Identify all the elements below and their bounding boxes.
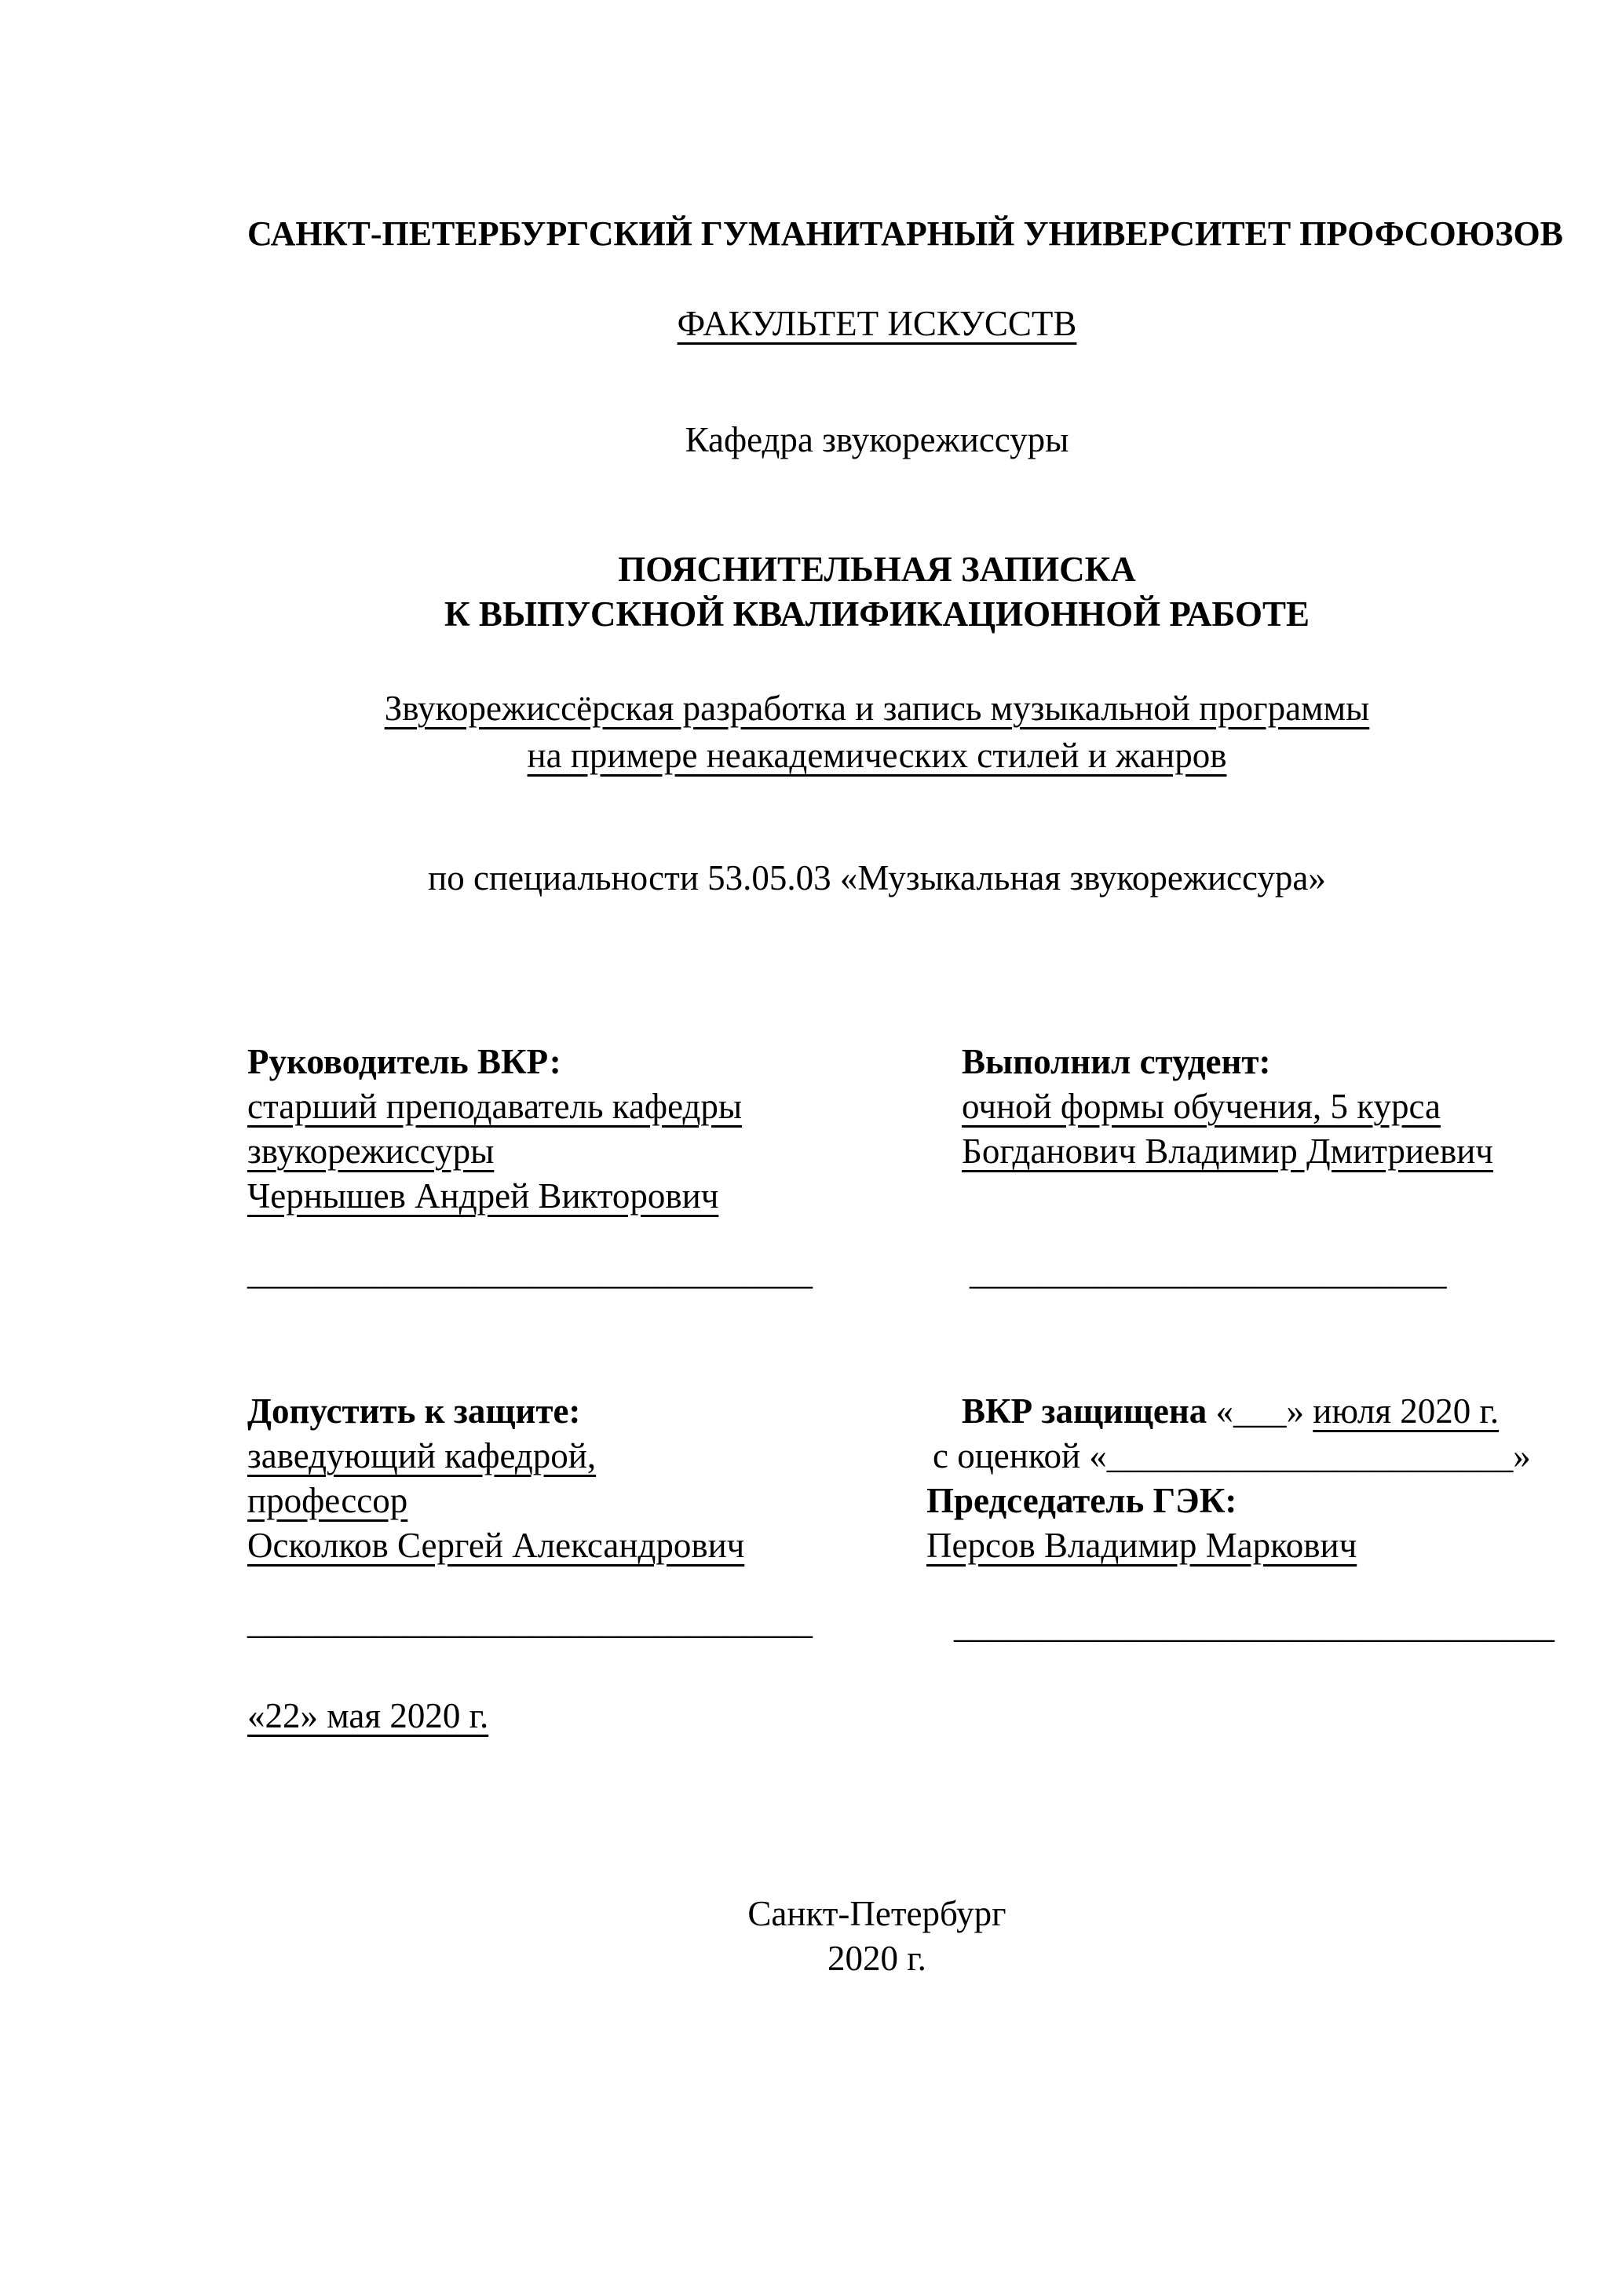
student-block <box>962 1040 1622 1174</box>
supervisor-block <box>247 1040 938 1219</box>
student-info <box>962 1084 1622 1129</box>
thesis-theme-line-2 <box>247 732 1507 779</box>
defense-block <box>926 1389 1622 1568</box>
admission-block <box>247 1389 938 1568</box>
supervisor-position-line-2-text: звукорежиссуры <box>247 1132 495 1171</box>
thesis-theme-line-2-text: на примере неакадемических стилей и жанров <box>527 736 1227 775</box>
admission-label: Допустить к защите: <box>247 1391 581 1431</box>
admission-date-text: «22» мая 2020 г. <box>247 1696 489 1735</box>
supervisor-position-line-2 <box>247 1129 938 1174</box>
student-name-text: Богданович Владимир Дмитриевич <box>962 1132 1493 1171</box>
admission-name-text: Осколков Сергей Александрович <box>247 1526 745 1565</box>
defense-defended-day-blank: «___» <box>1207 1391 1313 1431</box>
specialty-line: по специальности 53.05.03 «Музыкальная звукорежиссура» <box>428 858 1326 898</box>
defense-grade-prefix: с оценкой « <box>933 1436 1107 1475</box>
defense-defended-date: июля 2020 г. <box>1313 1391 1500 1431</box>
supervisor-position-line-1 <box>247 1084 938 1129</box>
doc-title-line-1: ПОЯСНИТЕЛЬНАЯ ЗАПИСКА <box>618 550 1136 589</box>
supervisor-position-line-1-text: старший преподаватель кафедры <box>247 1087 743 1126</box>
doc-title-line-2: К ВЫПУСКНОЙ КВАЛИФИКАЦИОННОЙ РАБОТЕ <box>444 594 1310 634</box>
admission-signature-line: ________________________________ <box>247 1602 813 1641</box>
supervisor-signature-line: ________________________________ <box>247 1252 813 1292</box>
chairman-name <box>926 1523 1622 1568</box>
footer-city: Санкт-Петербург <box>747 1894 1006 1933</box>
defense-defended-label: ВКР защищена <box>962 1391 1207 1431</box>
faculty-name <box>247 303 1507 344</box>
student-signature-line: ___________________________ <box>970 1252 1447 1292</box>
admission-position-line-1-text: заведующий кафедрой, <box>247 1436 597 1475</box>
thesis-theme-line-1-text: Звукорежиссёрская разработка и запись музыкальной программы <box>384 689 1370 728</box>
admission-date <box>247 1695 488 1736</box>
university-name: САНКТ-ПЕТЕРБУРГСКИЙ ГУМАНИТАРНЫЙ УНИВЕРСИТЕТ ПРОФСОЮЗОВ <box>247 214 1564 253</box>
thesis-theme <box>247 685 1507 779</box>
student-info-text: очной формы обучения, 5 курса <box>962 1087 1441 1126</box>
chairman-name-text: Персов Владимир Маркович <box>926 1526 1357 1565</box>
faculty-name-text: ФАКУЛЬТЕТ ИСКУССТВ <box>677 304 1077 343</box>
supervisor-name-text: Чернышев Андрей Викторович <box>247 1176 719 1216</box>
admission-position-line-2 <box>247 1479 938 1523</box>
defense-grade-line <box>926 1434 1622 1479</box>
thesis-theme-line-1 <box>247 685 1507 732</box>
chairman-label: Председатель ГЭК: <box>926 1481 1237 1520</box>
defense-defended-line <box>926 1389 1622 1434</box>
supervisor-name <box>247 1174 938 1219</box>
doc-title <box>247 547 1507 637</box>
student-label: Выполнил студент: <box>962 1042 1271 1081</box>
admission-name <box>247 1523 938 1568</box>
student-name <box>962 1129 1622 1174</box>
department-name: Кафедра звукорежиссуры <box>685 420 1069 459</box>
footer <box>247 1892 1507 1981</box>
chairman-signature-line: __________________________________ <box>954 1606 1554 1645</box>
defense-grade-blank: _______________________ <box>1106 1436 1514 1475</box>
admission-position-line-2-text: профессор <box>247 1481 408 1520</box>
admission-position-line-1 <box>247 1434 938 1479</box>
footer-year: 2020 г. <box>827 1939 926 1978</box>
defense-grade-suffix: » <box>1513 1436 1531 1475</box>
supervisor-label: Руководитель ВКР: <box>247 1042 561 1081</box>
